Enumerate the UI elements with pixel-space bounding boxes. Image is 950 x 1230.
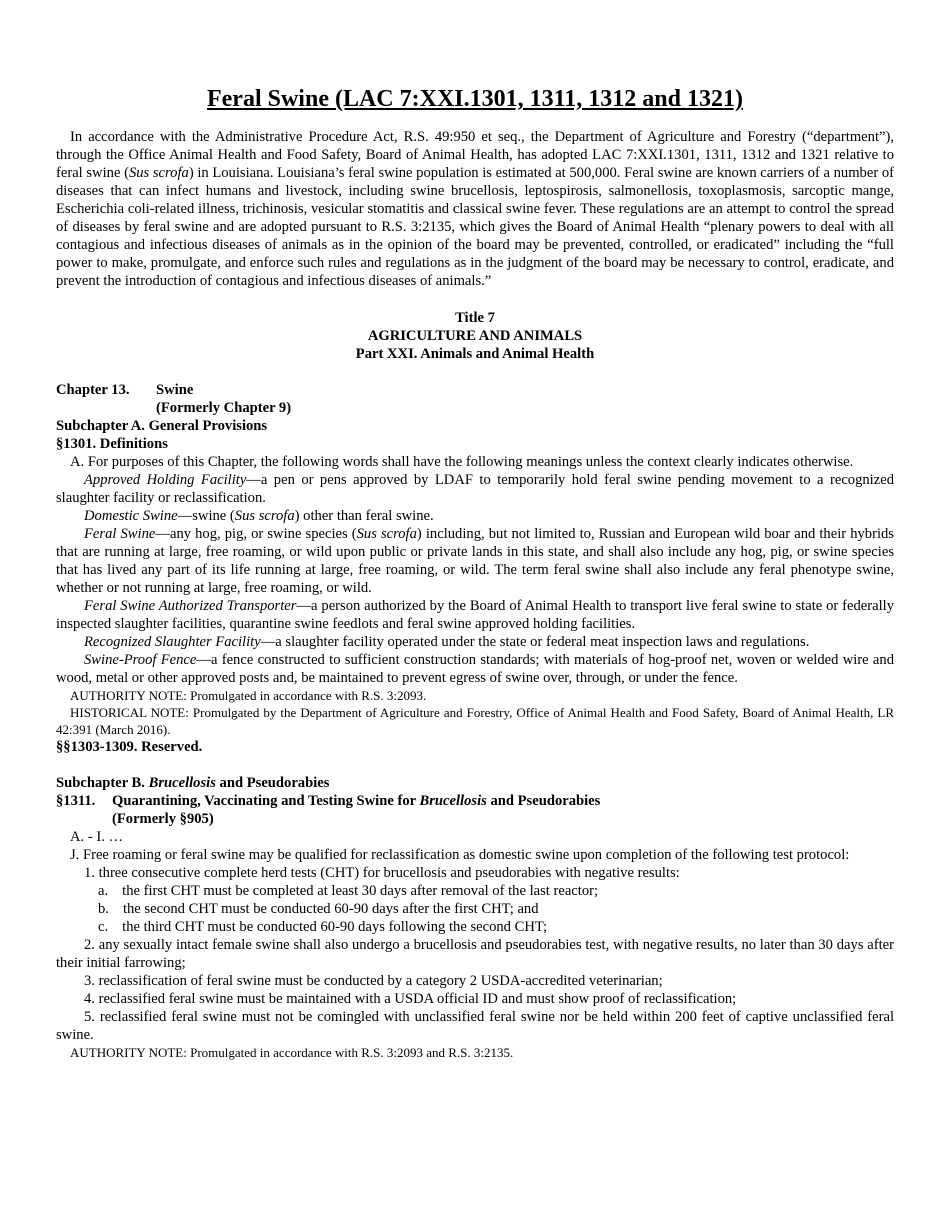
- definition-text: —any hog, pig, or swine species (: [155, 526, 357, 542]
- section-1311-a-i: A. - I. …: [70, 829, 124, 845]
- section-1311-item-1c: [56, 918, 894, 936]
- definition-term: Recognized Slaughter Facility: [84, 634, 261, 650]
- definition-italic: Sus scrofa: [234, 508, 295, 524]
- section-1301-heading: §1301. Definitions: [56, 436, 168, 452]
- section-1311-authority-note: AUTHORITY NOTE: Promulgated in accordance with R.S. 3:2093 and R.S. 3:2135.: [70, 1045, 514, 1060]
- section-1311-title-italic: Brucellosis: [419, 793, 487, 809]
- definition-term: Feral Swine Authorized Transporter: [84, 598, 297, 614]
- sub-item-text: the first CHT must be completed at least 30 days after removal of the last reactor;: [122, 883, 599, 899]
- section-1311-item-3: 3. reclassification of feral swine must be conducted by a category 2 USDA-accredited veterinarian;: [84, 973, 663, 989]
- definition-domestic-swine: [56, 507, 894, 525]
- subchapter-a-heading: Subchapter A. General Provisions: [56, 418, 268, 434]
- sub-item-label: b.: [98, 901, 109, 917]
- definition-text: —a fence constructed to sufficient construction standards; with materials of hog-proof net, woven or welded wire and wood, metal or other approved posts and, be maintained to prevent egress of swine over, through, or under the fence.: [56, 652, 895, 686]
- sub-item-label: c.: [98, 919, 109, 935]
- definition-italic: Sus scrofa: [356, 526, 417, 542]
- intro-italic: Sus scrofa: [128, 165, 189, 181]
- subchapter-b-heading: [56, 774, 894, 792]
- section-1311-item-1b: [56, 900, 894, 918]
- definition-text: —a pen or pens approved by LDAF to temporarily hold feral swine pending movement to a recognized slaughter facility or reclassification.: [56, 472, 894, 506]
- section-1311-item-1a: [56, 882, 894, 900]
- definition-term: Swine-Proof Fence: [84, 652, 197, 668]
- subchapter-b-text: and Pseudorabies: [215, 775, 330, 791]
- section-1311-item-5: 5. reclassified feral swine must not be comingled with unclassified feral swine nor be held within 200 feet of captive unclassified feral swine.: [56, 1009, 894, 1043]
- document-title: Feral Swine (LAC 7:XXI.1301, 1311, 1312 and 1321): [206, 86, 743, 112]
- section-1311-number: §1311.: [56, 793, 96, 809]
- section-1311-item-1: 1. three consecutive complete herd tests (CHT) for brucellosis and pseudorabies with negative results:: [84, 865, 680, 881]
- sub-item-text: the third CHT must be conducted 60-90 days following the second CHT;: [122, 919, 548, 935]
- section-1301-a: A. For purposes of this Chapter, the following words shall have the following meanings unless the context clearly indicates otherwise.: [70, 454, 854, 470]
- section-1311-formerly: [56, 810, 894, 828]
- definition-text: —swine (: [177, 508, 235, 524]
- definition-text: —a slaughter facility operated under the state or federal meat inspection laws and regulations.: [260, 634, 810, 650]
- chapter-heading: [56, 381, 894, 435]
- subchapter-b-italic: Brucellosis: [148, 775, 216, 791]
- definition-text: ) other than feral swine.: [294, 508, 434, 524]
- definition-text: ) including, but not limited to, Russian and European wild boar and their hybrids that are running at large, free roaming, or wild upon public or private lands in this state, and shall also include any hog, pig, or swine species that has lived any part of its life running at large, free roaming, or wild. The term feral swine shall also include any feral phenotype swine, whether or not running at large, free roaming, or wild.: [56, 526, 894, 596]
- title-number: Title 7: [455, 310, 495, 326]
- title-block: [56, 309, 894, 363]
- intro-text-2: ) in Louisiana. Louisiana’s feral swine population is estimated at 500,000. Feral swine are known carriers of a number of diseases that can infect humans and livestock, including swine brucellosis, leptospirosis, salmonellosis, toxoplasmosis, sarcoptic mange, Escherichia coli-related illness, trichinosis, vesicular stomatitis and classical swine fever. These regulations are an attempt to control the spread of diseases by feral swine and are adopted pursuant to R.S. 3:2135, which gives the Board of Animal Health “plenary powers to deal with all contagious and infectious diseases of animals as in the opinion of the board may be prevented, controlled, or eradicated” including the “full power to make, promulgate, and enforce such rules and regulations as in the judgment of the board may be necessary to control, eradicate, and prevent the introduction of contagious and infectious diseases of animals.”: [56, 165, 894, 289]
- section-1311-title-text: Quarantining, Vaccinating and Testing Swine for: [112, 793, 420, 809]
- definition-approved-holding-facility: [56, 471, 894, 507]
- sections-reserved-heading: §§1303-1309. Reserved.: [56, 739, 203, 755]
- definition-feral-swine-authorized-transporter: [56, 597, 894, 633]
- section-1301-authority-note: AUTHORITY NOTE: Promulgated in accordance with R.S. 3:2093.: [70, 688, 427, 703]
- definition-feral-swine: [56, 525, 894, 597]
- definition-recognized-slaughter-facility: [56, 633, 894, 651]
- chapter-formerly: (Formerly Chapter 9): [156, 400, 292, 416]
- intro-paragraph: [56, 128, 894, 290]
- chapter-label: Chapter 13.: [56, 382, 130, 398]
- chapter-name: Swine: [156, 382, 194, 398]
- section-1311-title: [112, 792, 600, 810]
- sub-item-text: the second CHT must be conducted 60-90 days after the first CHT; and: [122, 901, 539, 917]
- section-1311-heading: [56, 792, 894, 810]
- part-name: Part XXI. Animals and Animal Health: [355, 346, 595, 362]
- section-1301-historical-note: HISTORICAL NOTE: Promulgated by the Department of Agriculture and Forestry, Office of Animal Health and Food Safety, Board of Animal Health, LR 42:391 (March 2016).: [56, 705, 894, 737]
- definition-term: Domestic Swine: [84, 508, 178, 524]
- intro-text-1: In accordance with the Administrative Procedure Act, R.S. 49:950 et seq., the Department of Agriculture and Forestry (“department”), through the Office Animal Health and Food Safety, Board of Animal Health, has adopted LAC 7:XXI.1301, 1311, 1312 and 1321 relative to feral swine (: [56, 129, 894, 181]
- sub-item-label: a.: [98, 883, 109, 899]
- definition-term: Approved Holding Facility: [84, 472, 247, 488]
- section-1311-title-text: and Pseudorabies: [486, 793, 601, 809]
- section-1311-item-4: 4. reclassified feral swine must be maintained with a USDA official ID and must show proof of reclassification;: [84, 991, 737, 1007]
- section-1311-j: J. Free roaming or feral swine may be qualified for reclassification as domestic swine upon completion of the following test protocol:: [70, 847, 850, 863]
- subchapter-b-text: Subchapter B.: [56, 775, 149, 791]
- definition-swine-proof-fence: [56, 651, 894, 687]
- definition-term: Feral Swine: [84, 526, 156, 542]
- definition-text: —a person authorized by the Board of Animal Health to transport live feral swine to state or federally inspected slaughter facilities, quarantine swine feedlots and feral swine approved holding facilities.: [56, 598, 895, 632]
- section-1311-item-2: 2. any sexually intact female swine shall also undergo a brucellosis and pseudorabies test, with negative results, no later than 30 days after their initial farrowing;: [56, 937, 894, 971]
- title-name: AGRICULTURE AND ANIMALS: [367, 328, 583, 344]
- section-1311-formerly-text: (Formerly §905): [112, 811, 214, 827]
